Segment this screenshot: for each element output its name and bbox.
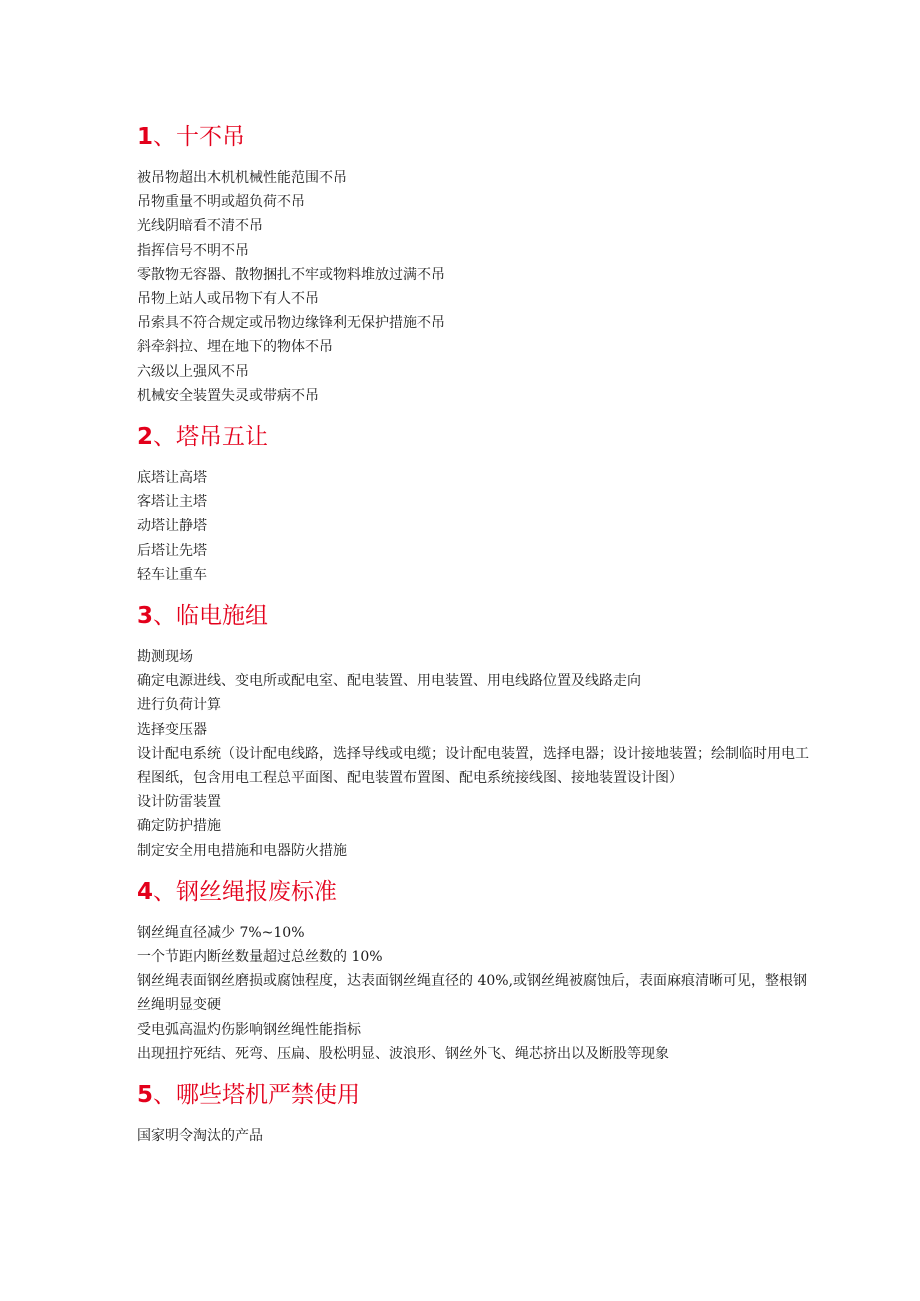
list-item: 六级以上强风不吊: [137, 363, 249, 380]
list-item: 吊物重量不明或超负荷不吊: [137, 194, 305, 211]
list-item: 斜牵斜拉、埋在地下的物体不吊: [137, 339, 333, 356]
section-1: [137, 120, 817, 408]
document-page: [137, 120, 817, 1160]
list-item: 确定电源进线、变电所或配电室、配电装置、用电装置、用电线路位置及线路走向: [137, 673, 641, 690]
section-separator: 、: [153, 1082, 177, 1109]
section-4: [137, 875, 817, 1066]
section-list: [137, 466, 817, 587]
section-number: 5: [137, 1082, 154, 1109]
list-item: 一个节距内断丝数量超过总丝数的 10%: [137, 949, 383, 966]
section-list: [137, 645, 817, 863]
section-number: 1: [137, 124, 154, 150]
section-separator: 、: [153, 124, 177, 150]
section-number: 4: [137, 878, 154, 905]
section-list: [137, 1124, 817, 1148]
list-item: 设计配电系统（设计配电线路，选择导线或电缆；设计配电装置，选择电器；设计接地装置；绘制临时用电工程图纸，包含用电工程总平面图、配电装置布置图、配电系统接线图、接地装置设计图）: [137, 745, 809, 787]
section-title: 十不吊: [176, 124, 246, 150]
list-item: 钢丝绳直径减少 7%~10%: [137, 924, 305, 941]
section-heading: [137, 120, 817, 154]
section-2: [137, 420, 817, 587]
section-separator: 、: [153, 878, 177, 905]
list-item: 选择变压器: [137, 721, 207, 738]
list-item: 机械安全装置失灵或带病不吊: [137, 387, 319, 404]
list-item: 零散物无容器、散物捆扎不牢或物料堆放过满不吊: [137, 266, 445, 283]
section-5: [137, 1078, 817, 1148]
list-item: 出现扭拧死结、死弯、压扁、股松明显、波浪形、钢丝外飞、绳芯挤出以及断股等现象: [137, 1045, 669, 1062]
section-title: 临电施组: [176, 603, 269, 630]
section-list: [137, 921, 817, 1066]
list-item: 国家明令淘汰的产品: [137, 1128, 263, 1145]
section-list: [137, 166, 817, 408]
list-item: 确定防护措施: [137, 818, 221, 835]
list-item: 设计防雷装置: [137, 794, 221, 811]
section-heading: [137, 875, 817, 909]
section-heading: [137, 420, 817, 454]
section-title: 钢丝绳报废标准: [176, 878, 338, 905]
list-item: 钢丝绳表面钢丝磨损或腐蚀程度，达表面钢丝绳直径的 40%,或钢丝绳被腐蚀后，表面麻痕清晰可见，整根钢丝绳明显变硬: [137, 973, 808, 1014]
list-item: 底塔让高塔: [137, 470, 207, 487]
list-item: 客塔让主塔: [137, 494, 207, 511]
section-title: 哪些塔机严禁使用: [176, 1082, 361, 1109]
list-item: 光线阴暗看不清不吊: [137, 218, 263, 235]
list-item: 被吊物超出木机机械性能范围不吊: [137, 170, 347, 186]
list-item: 动塔让静塔: [137, 518, 207, 535]
list-item: 受电弧高温灼伤影响钢丝绳性能指标: [137, 1021, 361, 1038]
section-number: 2: [137, 424, 154, 451]
section-heading: [137, 599, 817, 633]
list-item: 进行负荷计算: [137, 697, 221, 714]
list-item: 指挥信号不明不吊: [137, 242, 249, 259]
list-item: 轻车让重车: [137, 566, 207, 583]
section-number: 3: [137, 603, 154, 630]
section-separator: 、: [153, 603, 177, 630]
section-heading: [137, 1078, 817, 1112]
list-item: 后塔让先塔: [137, 542, 207, 559]
section-title: 塔吊五让: [176, 424, 269, 451]
list-item: 吊物上站人或吊物下有人不吊: [137, 291, 319, 308]
section-separator: 、: [153, 424, 177, 451]
list-item: 勘测现场: [137, 649, 193, 666]
list-item: 制定安全用电措施和电器防火措施: [137, 842, 347, 859]
list-item: 吊索具不符合规定或吊物边缘锋利无保护措施不吊: [137, 315, 445, 332]
section-3: [137, 599, 817, 863]
